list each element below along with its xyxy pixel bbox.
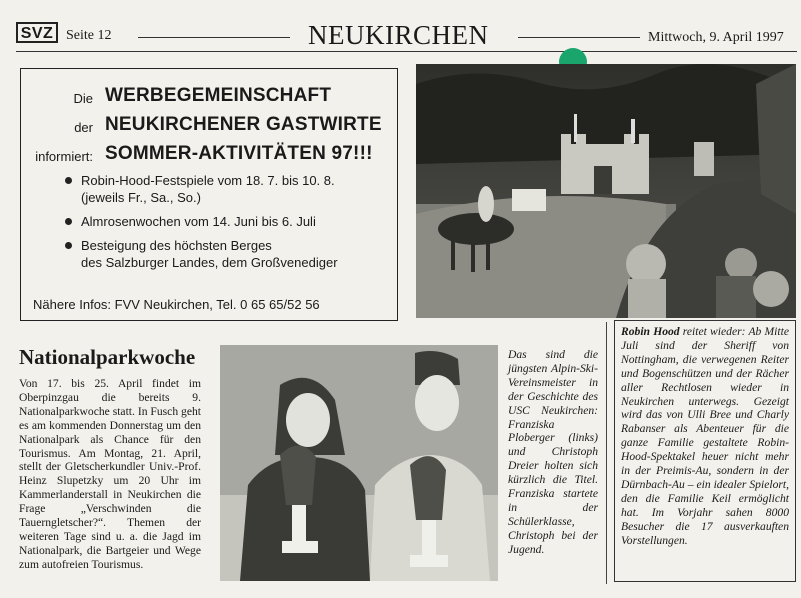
article-headline: Nationalparkwoche [19,345,196,369]
article-paragraph: Von 17. bis 25. April findet im Oberpinzgau die bereits 9. Nationalparkwoche statt. In Fusch geht es am kommenden Donnerstag um den Nationalpark als Chance für den Tourismus. Am Montag, 21. April, stellt der Gletscherkundler Univ.-Prof. Heinz Slupetzky um 20 Uhr im Kammerlanderstall in Neukirchen die Frage „Verschwinden die Tauerngletscher?“. Themen der weiteren Tage sind u. a. die Jagd im Nationalpark, die Bartgeier und Wege zum autofreien Tourismus. [19,377,201,571]
bullet-icon [65,242,72,249]
list-item-text: Besteigung des höchsten Berges [81,238,272,253]
ad-heading-werbegemeinschaft: WERBEGEMEINSCHAFT [105,85,332,106]
ad-label-die: Die [73,91,93,106]
ski-photo-caption: Das sind die jüngsten Alpin-Ski-Vereinsmeister in der Geschichte des USC Neukirchen: Franziska Ploberger (links) und Christoph Dreier holten sich kürzlich die Titel. Franziska startete in der Schülerklasse, Christoph bei der Jugend. [508,348,598,556]
header-rule-right [518,37,640,38]
newspaper-logo: SVZ [16,22,58,43]
ad-label-der: der [74,120,93,135]
page-title: NEUKIRCHEN [308,20,489,50]
ad-heading-aktivitaeten: SOMMER-AKTIVITÄTEN 97!!! [105,143,373,164]
caption-lead: Robin Hood [621,325,680,338]
ski-champions-photo [220,345,498,581]
list-item [81,237,338,271]
advertisement-box [20,68,398,321]
issue-date: Mittwoch, 9. April 1997 [648,30,784,45]
ad-label-informiert: informiert: [35,149,93,164]
ad-heading-gastwirte: NEUKIRCHENER GASTWIRTE [105,114,382,135]
caption-body: reitet wieder: Ab Mitte Juli sind der Sheriff von Nottingham, die verwegenen Reiter und Bogenschützen und der Rächer aller Rechtlosen wieder in Neukirchen unterwegs. Gezeigt wird das von Ulli Bree und Charly Rabanser als Abenteuer für die ganze Familie gestaltete Robin-Hood-Spektakel heuer nicht mehr in der Preimis-Au, sondern in der Dürnbach-Au – ein idealer Spielort, den die Familie Keil ermöglicht hat. Im Vorjahr sahen 8000 Besucher die 17 ausverkauften Vorstellungen. [621,325,789,547]
bullet-icon [65,177,72,184]
page-number: Seite 12 [66,28,112,43]
header-underline [16,51,797,52]
list-item [81,172,338,206]
ad-contact-info: Nähere Infos: FVV Neukirchen, Tel. 0 65 65/52 56 [33,297,320,312]
list-item-subtext: (jeweils Fr., Sa., So.) [81,190,201,205]
bullet-icon [65,218,72,225]
header-rule-left [138,37,290,38]
ad-activity-list [81,172,338,278]
robin-hood-caption-text [621,325,789,548]
robin-hood-caption [614,320,796,582]
list-item-subtext: des Salzburger Landes, dem Großvenediger [81,255,338,270]
article-body [19,377,201,572]
list-item-text: Almrosenwochen vom 14. Juni bis 6. Juli [81,214,316,229]
robin-hood-photo [416,64,796,318]
list-item [81,213,338,230]
column-divider [606,322,607,584]
list-item-text: Robin-Hood-Festspiele vom 18. 7. bis 10. 8. [81,173,335,188]
